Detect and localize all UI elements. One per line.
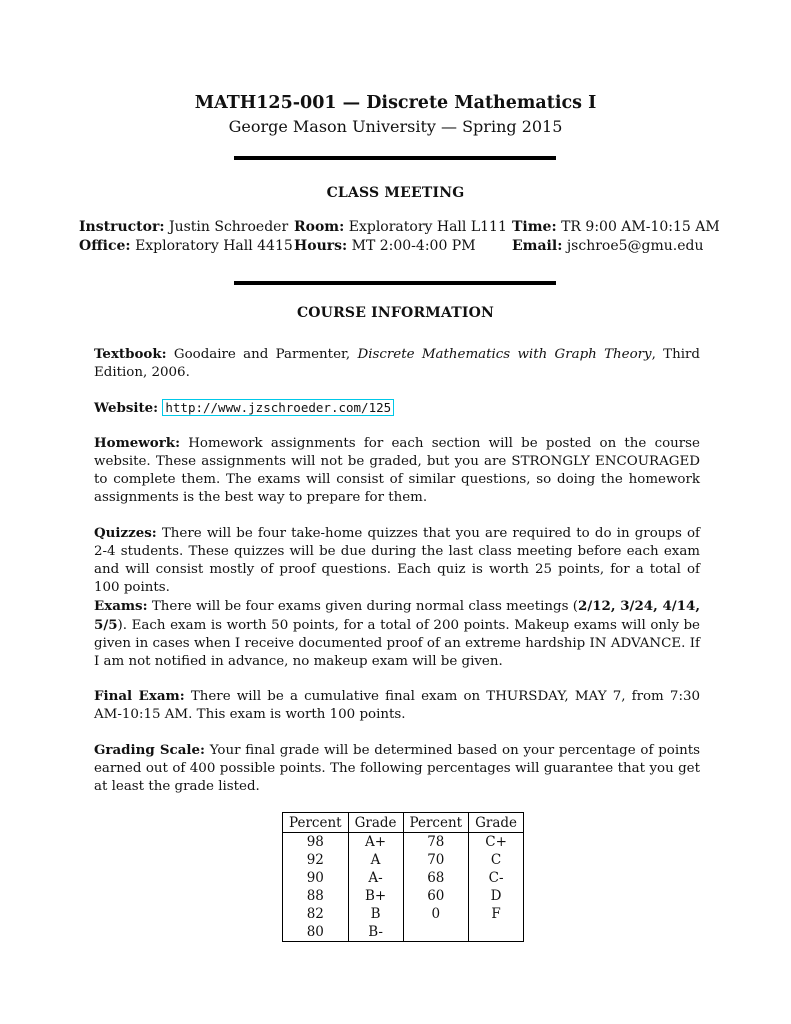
class-meeting-heading: CLASS MEETING bbox=[326, 185, 465, 201]
textbook-paragraph bbox=[94, 345, 700, 382]
textbook-edition: , Third Edition, 2006. bbox=[94, 347, 700, 380]
final-exam-paragraph bbox=[94, 687, 700, 724]
textbook-authors: Goodaire and Parmenter, bbox=[173, 347, 351, 362]
column-header-percent: Percent bbox=[403, 813, 469, 833]
grading-scale-text: Your final grade will be determined based on your percentage of points earned out of 400 possible points. The following percentages will guarantee that you get at least the grade listed. bbox=[94, 743, 700, 794]
office-field bbox=[79, 238, 293, 254]
table-cell: B bbox=[348, 905, 403, 923]
table-row bbox=[283, 833, 524, 852]
email-field bbox=[512, 238, 704, 254]
time-field bbox=[512, 219, 720, 235]
table-cell: 0 bbox=[403, 905, 469, 923]
table-row bbox=[283, 869, 524, 887]
hours-field bbox=[294, 238, 476, 254]
instructor-field bbox=[79, 219, 288, 235]
textbook-label: Textbook: bbox=[94, 346, 167, 362]
homework-text: Homework assignments for each section will be posted on the course website. These assignments will not be graded, but you are STRONGLY ENCOURAGED to complete them. The exams will consist of similar questions, so doing the homework assignments is the best way to prepare for them. bbox=[94, 436, 700, 505]
instructor-label: Instructor: bbox=[79, 219, 165, 235]
table-cell: A bbox=[348, 851, 403, 869]
table-cell: A- bbox=[348, 869, 403, 887]
textbook-title: Discrete Mathematics with Graph Theory bbox=[357, 347, 652, 362]
table-cell: 60 bbox=[403, 887, 469, 905]
final-exam-text: There will be a cumulative final exam on THURSDAY, MAY 7, from 7:30 AM-10:15 AM. This exam is worth 100 points. bbox=[94, 689, 700, 722]
table-cell: A+ bbox=[348, 833, 403, 852]
room-field bbox=[294, 219, 507, 235]
email-value[interactable]: jschroe5@gmu.edu bbox=[566, 238, 704, 254]
website-link[interactable]: http://www.jzschroeder.com/125 bbox=[162, 399, 394, 416]
divider-rule-bottom bbox=[234, 281, 556, 285]
table-cell: B+ bbox=[348, 887, 403, 905]
table-cell: 92 bbox=[283, 851, 349, 869]
time-value: TR 9:00 AM-10:15 AM bbox=[561, 219, 720, 235]
table-cell: 70 bbox=[403, 851, 469, 869]
table-cell: 90 bbox=[283, 869, 349, 887]
quizzes-label: Quizzes: bbox=[94, 525, 157, 541]
table-cell: C bbox=[469, 851, 524, 869]
table-cell: 78 bbox=[403, 833, 469, 852]
table-cell: 68 bbox=[403, 869, 469, 887]
office-label: Office: bbox=[79, 238, 131, 254]
time-label: Time: bbox=[512, 219, 557, 235]
table-row bbox=[283, 887, 524, 905]
table-cell: 88 bbox=[283, 887, 349, 905]
table-row bbox=[283, 905, 524, 923]
homework-label: Homework: bbox=[94, 435, 181, 451]
email-label: Email: bbox=[512, 238, 563, 254]
table-cell: B- bbox=[348, 923, 403, 942]
room-value: Exploratory Hall L111 bbox=[348, 219, 507, 235]
grading-scale-label: Grading Scale: bbox=[94, 742, 205, 758]
grade-table bbox=[282, 812, 524, 942]
hours-label: Hours: bbox=[294, 238, 348, 254]
hours-value: MT 2:00-4:00 PM bbox=[351, 238, 476, 254]
exams-paragraph bbox=[94, 597, 700, 671]
table-cell: 98 bbox=[283, 833, 349, 852]
column-header-grade: Grade bbox=[348, 813, 403, 833]
grade-table-header-row bbox=[283, 813, 524, 833]
table-row bbox=[283, 923, 524, 942]
exams-text-post: ). Each exam is worth 50 points, for a total of 200 points. Makeup exams will only be given in cases when I receive documented proof of an extreme hardship IN ADVANCE. If I am not notified in advance, no makeup exam will be given. bbox=[94, 618, 700, 669]
column-header-percent: Percent bbox=[283, 813, 349, 833]
exams-text-pre: There will be four exams given during normal class meetings ( bbox=[151, 599, 578, 614]
divider-rule-top bbox=[234, 156, 556, 160]
instructor-value: Justin Schroeder bbox=[168, 219, 289, 235]
table-cell: C- bbox=[469, 869, 524, 887]
homework-paragraph bbox=[94, 434, 700, 507]
table-cell: 82 bbox=[283, 905, 349, 923]
room-label: Room: bbox=[294, 219, 345, 235]
quizzes-paragraph bbox=[94, 524, 700, 597]
office-value: Exploratory Hall 4415 bbox=[135, 238, 293, 254]
grading-scale-paragraph bbox=[94, 741, 700, 796]
course-subtitle: George Mason University — Spring 2015 bbox=[228, 117, 563, 136]
table-cell bbox=[403, 923, 469, 942]
table-cell: D bbox=[469, 887, 524, 905]
table-cell: C+ bbox=[469, 833, 524, 852]
exams-dates: 2/12, 3/24, 4/14, 5/5 bbox=[94, 598, 700, 633]
column-header-grade: Grade bbox=[469, 813, 524, 833]
table-cell: F bbox=[469, 905, 524, 923]
website-paragraph bbox=[94, 399, 700, 418]
quizzes-text: There will be four take-home quizzes that you are required to do in groups of 2-4 students. These quizzes will be due during the last class meeting before each exam and will consist mostly of proof questions. Each quiz is worth 25 points, for a total of 100 points. bbox=[94, 526, 700, 595]
table-cell: 80 bbox=[283, 923, 349, 942]
course-information-heading: COURSE INFORMATION bbox=[296, 305, 495, 321]
final-exam-label: Final Exam: bbox=[94, 688, 185, 704]
course-title: MATH125-001 — Discrete Mathematics I bbox=[194, 93, 597, 113]
website-label: Website: bbox=[94, 400, 159, 416]
table-row bbox=[283, 851, 524, 869]
table-cell bbox=[469, 923, 524, 942]
exams-label: Exams: bbox=[94, 598, 148, 614]
